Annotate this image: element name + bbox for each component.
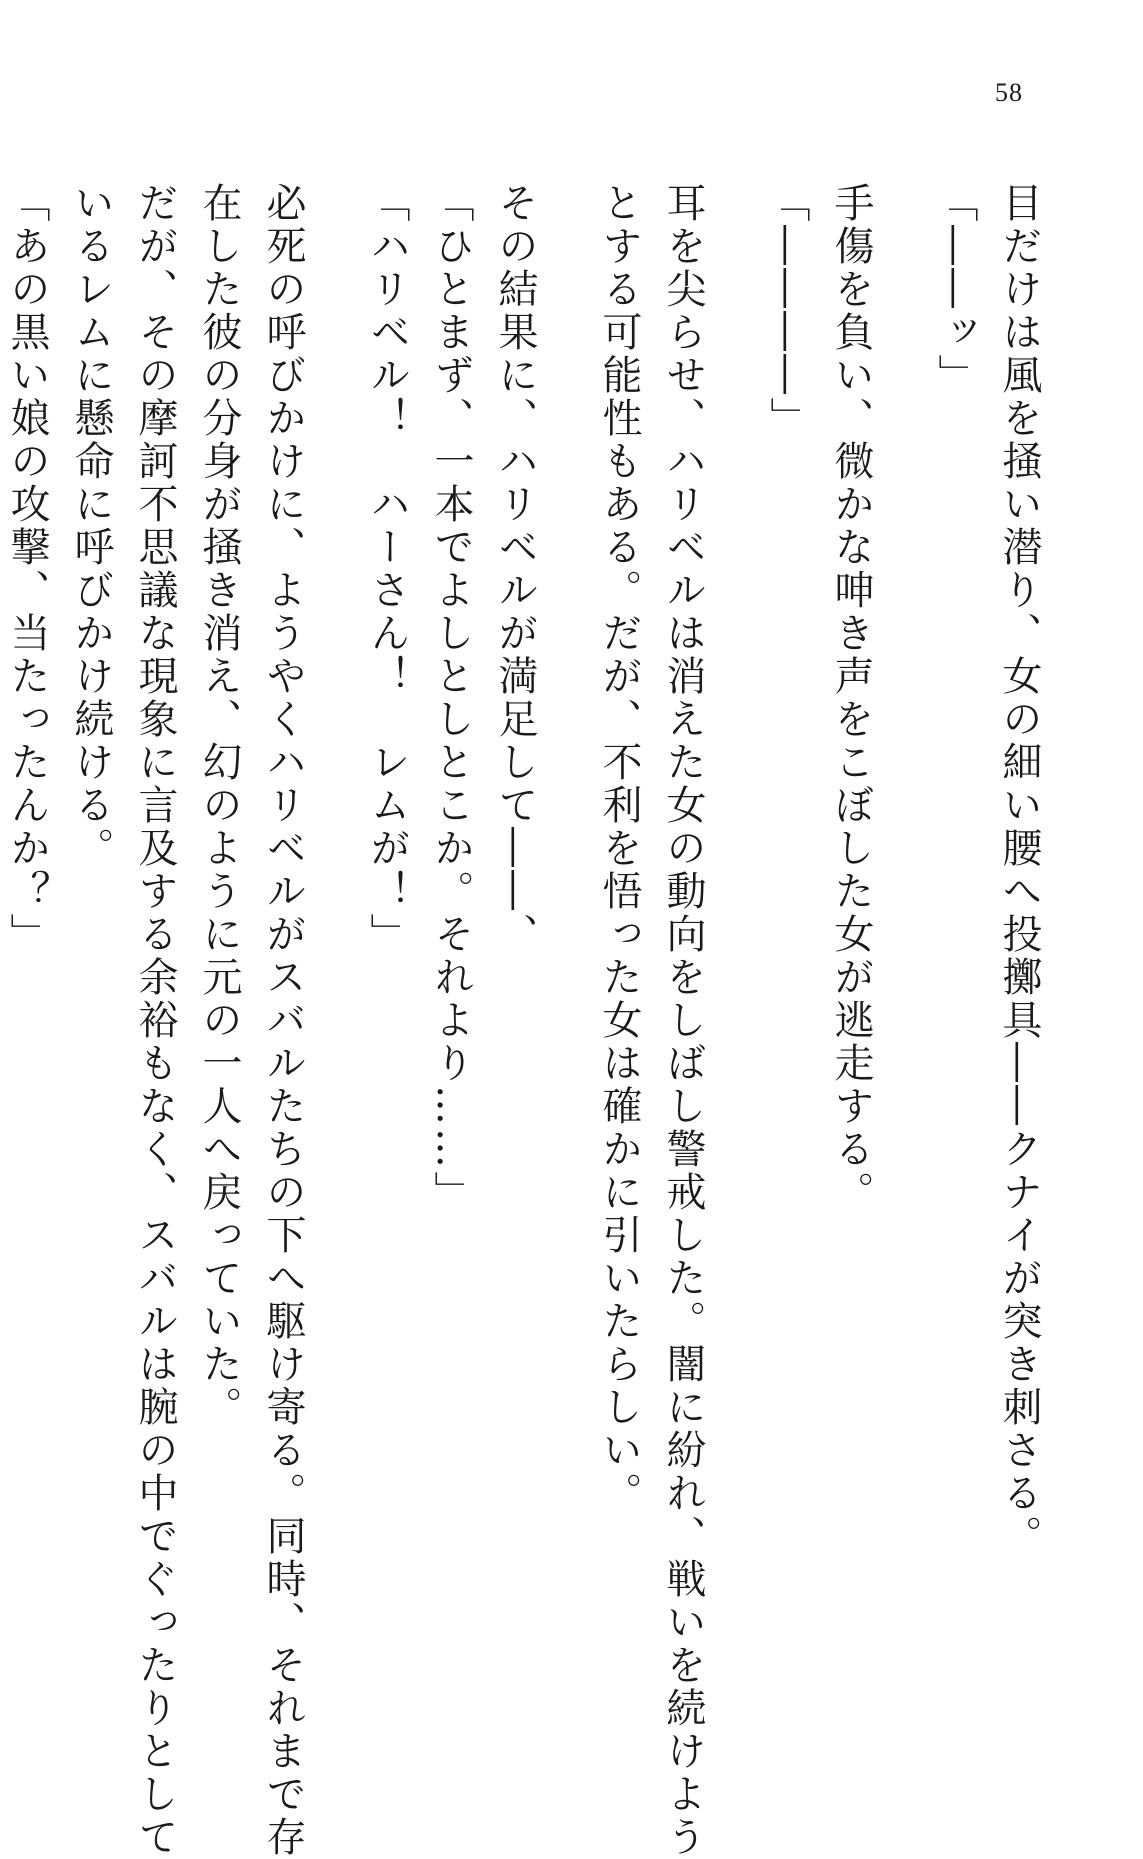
- text-line: だが、その摩訶不思議な現象に言及する余裕もなく、スバルは腕の中でぐったりとして: [132, 182, 178, 1859]
- novel-text-body: [4, 182, 1051, 1859]
- page-number: 58: [995, 78, 1023, 107]
- text-line: 「あの黒い娘の攻撃、当たったんか？」: [4, 182, 50, 956]
- text-line: 耳を尖らせ、ハリベルは消えた女の動向をしばし警戒した。闇に紛れ、戦いを続けよう: [660, 182, 706, 1859]
- text-line: とする可能性もある。だが、不利を悟った女は確かに引いたらしい。: [596, 182, 642, 1515]
- text-line: 「ハリベル！ ハーさん！ レムが！」: [364, 182, 410, 956]
- text-line: 在した彼の分身が掻き消え、幻のように元の一人へ戻っていた。: [196, 182, 242, 1429]
- text-line: 「ひとまず、一本でよしとしとこか。それより……」: [428, 182, 474, 1214]
- text-line: 必死の呼びかけに、ようやくハリベルがスバルたちの下へ駆け寄る。同時、それまで存: [260, 182, 306, 1859]
- text-line: 手傷を負い、微かな呻き声をこぼした女が逃走する。: [828, 182, 874, 1214]
- text-line: いるレムに懸命に呼びかけ続ける。: [68, 182, 114, 870]
- text-line: 「――ッ」: [932, 182, 978, 397]
- text-line: 目だけは風を掻い潜り、女の細い腰へ投擲具――クナイが突き刺さる。: [996, 182, 1042, 1558]
- text-line: 「――――」: [764, 182, 810, 440]
- text-line: その結果に、ハリベルが満足して――、: [492, 182, 538, 956]
